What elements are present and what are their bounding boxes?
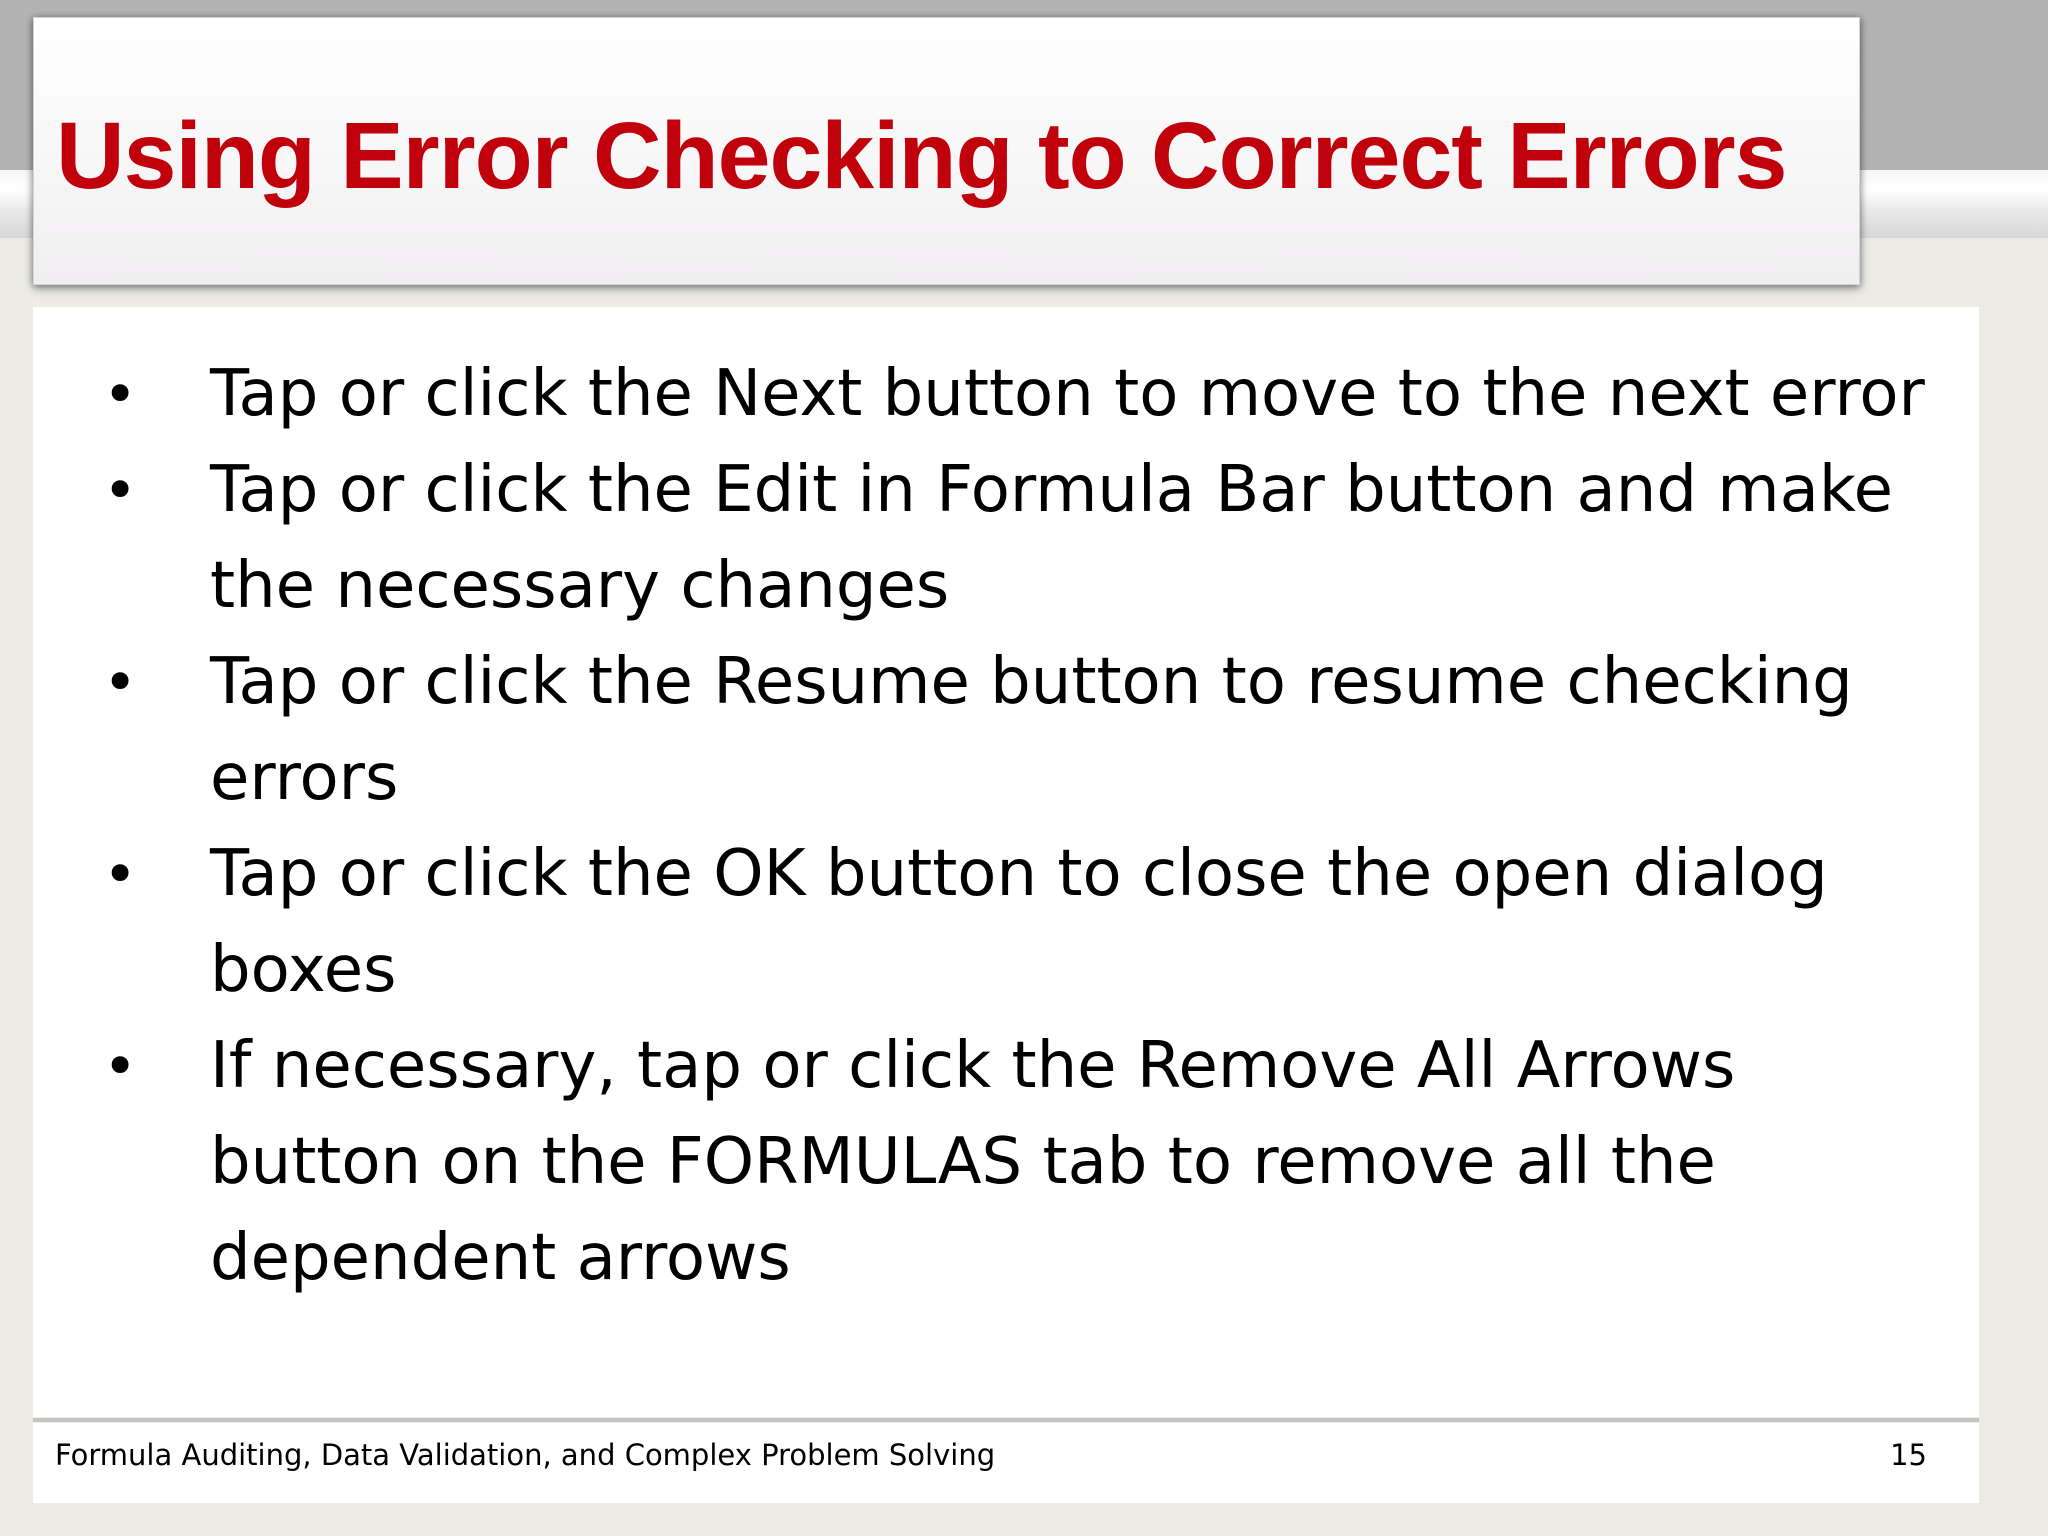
bullet-text: Tap or click the Next button to move to the next error (210, 357, 1925, 431)
bullet-item (33, 1018, 1979, 1306)
bullet-text: Tap or click the Resume button to resume checking errors (210, 645, 1853, 815)
title-box (33, 17, 1860, 285)
bullet-text: If necessary, tap or click the Remove All Arrows button on the FORMULAS tab to remove all the dependent arrows (210, 1029, 1736, 1295)
slide-title: Using Error Checking to Correct Errors (56, 103, 1787, 209)
page-number: 15 (1890, 1438, 1927, 1472)
bullet-text: Tap or click the OK button to close the open dialog boxes (210, 837, 1828, 1007)
bullet-item (33, 634, 1979, 826)
bullet-dot-icon: • (103, 648, 138, 716)
bullet-dot-icon: • (103, 456, 138, 524)
bullet-dot-icon: • (103, 840, 138, 908)
footer-divider (33, 1418, 1979, 1422)
bullet-item (33, 442, 1979, 634)
bullet-list (33, 346, 1979, 1306)
bullet-dot-icon: • (103, 1032, 138, 1100)
bullet-dot-icon: • (103, 360, 138, 428)
bullet-item (33, 826, 1979, 1018)
slide-content (33, 307, 1979, 1417)
bullet-text: Tap or click the Edit in Formula Bar button and make the necessary changes (210, 453, 1893, 623)
footer-text: Formula Auditing, Data Validation, and Complex Problem Solving (55, 1438, 996, 1472)
slide-footer (33, 1423, 1979, 1503)
bullet-item (33, 346, 1979, 442)
